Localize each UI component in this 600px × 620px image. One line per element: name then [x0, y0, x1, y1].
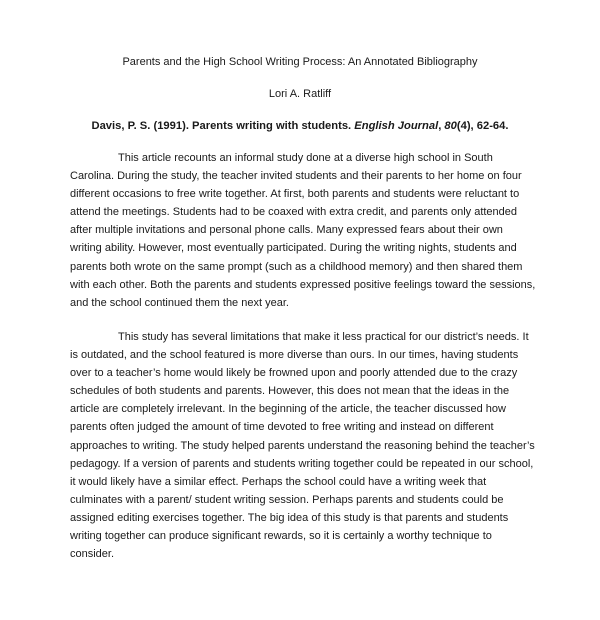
paragraph-line: schedules of both students and parents. However, this does not mean that the ideas in the: [70, 385, 510, 398]
paragraph-line: and the school continued them the next year.: [70, 296, 289, 309]
paragraph-line: article are completely irrelevant. In the beginning of the article, the teacher discussed how: [70, 403, 506, 416]
paragraph-line: parents both wrote on the same prompt (such as a childhood memory) and then shared them: [70, 260, 523, 273]
paragraph-line: Carolina. During the study, the teacher invited students and their parents to her home on four: [70, 170, 522, 183]
paragraph-line: attend the meetings. Students had to be coaxed with extra credit, and parents only attended: [70, 206, 518, 219]
paragraph-line: approaches to writing. The study helped parents understand the reasoning behind the teacher’s: [70, 439, 535, 452]
paragraph-line: consider.: [70, 548, 115, 561]
paragraph-line: culminates with a parent/ student writing session. Perhaps parents and students could be: [70, 493, 504, 506]
citation-volume: 80: [444, 120, 457, 132]
paragraph-line: This article recounts an informal study done at a diverse high school in South: [118, 152, 493, 164]
summary-paragraph: [70, 149, 540, 312]
paragraph-line: different occasions to free write together. At first, both parents and students were reluctant to: [70, 188, 520, 201]
paragraph-line: with each other. Both the parents and students expressed positive feelings toward the sessions,: [70, 278, 536, 291]
paragraph-line: writing together can produce significant rewards, so it is certainly a worthy technique to: [70, 530, 492, 543]
evaluation-paragraph: [70, 328, 540, 563]
document-title: Parents and the High School Writing Process: An Annotated Bibliography: [122, 56, 478, 68]
paragraph-line: is outdated, and the school featured is more diverse than ours. In our times, having students: [70, 349, 519, 362]
citation: Davis, P. S. (1991). Parents writing with students. English Journal, 80(4), 62-64.: [91, 120, 509, 132]
paragraph-line: writing ability. However, most eventually participated. During the writing nights, students and: [70, 242, 517, 255]
paragraph-line: after multiple invitations and personal phone calls. Many expressed fears about their own: [70, 224, 503, 237]
paragraph-line: This study has several limitations that make it less practical for our district’s needs. It: [118, 331, 529, 343]
citation-authors-year: Davis, P. S. (1991). Parents writing with students.: [91, 120, 352, 132]
author-name: Lori A. Ratliff: [268, 88, 332, 100]
citation-journal: English Journal: [354, 120, 439, 132]
paragraph-line: it would likely have a similar effect. Perhaps the school could have a writing week that: [70, 475, 487, 488]
paragraph-line: assigned editing exercises together. The big idea of this study is that parents and students: [70, 511, 509, 524]
paragraph-line: pedagogy. If a version of parents and students writing together could be repeated in our school,: [70, 457, 534, 470]
paragraph-line: over to a teacher’s home would likely be frowned upon and poorly attended due to the crazy: [70, 367, 518, 380]
citation-issue-pages: (4), 62-64.: [456, 120, 509, 132]
paragraph-line: parents often judged the amount of time devoted to free writing and instead on different: [70, 421, 494, 434]
